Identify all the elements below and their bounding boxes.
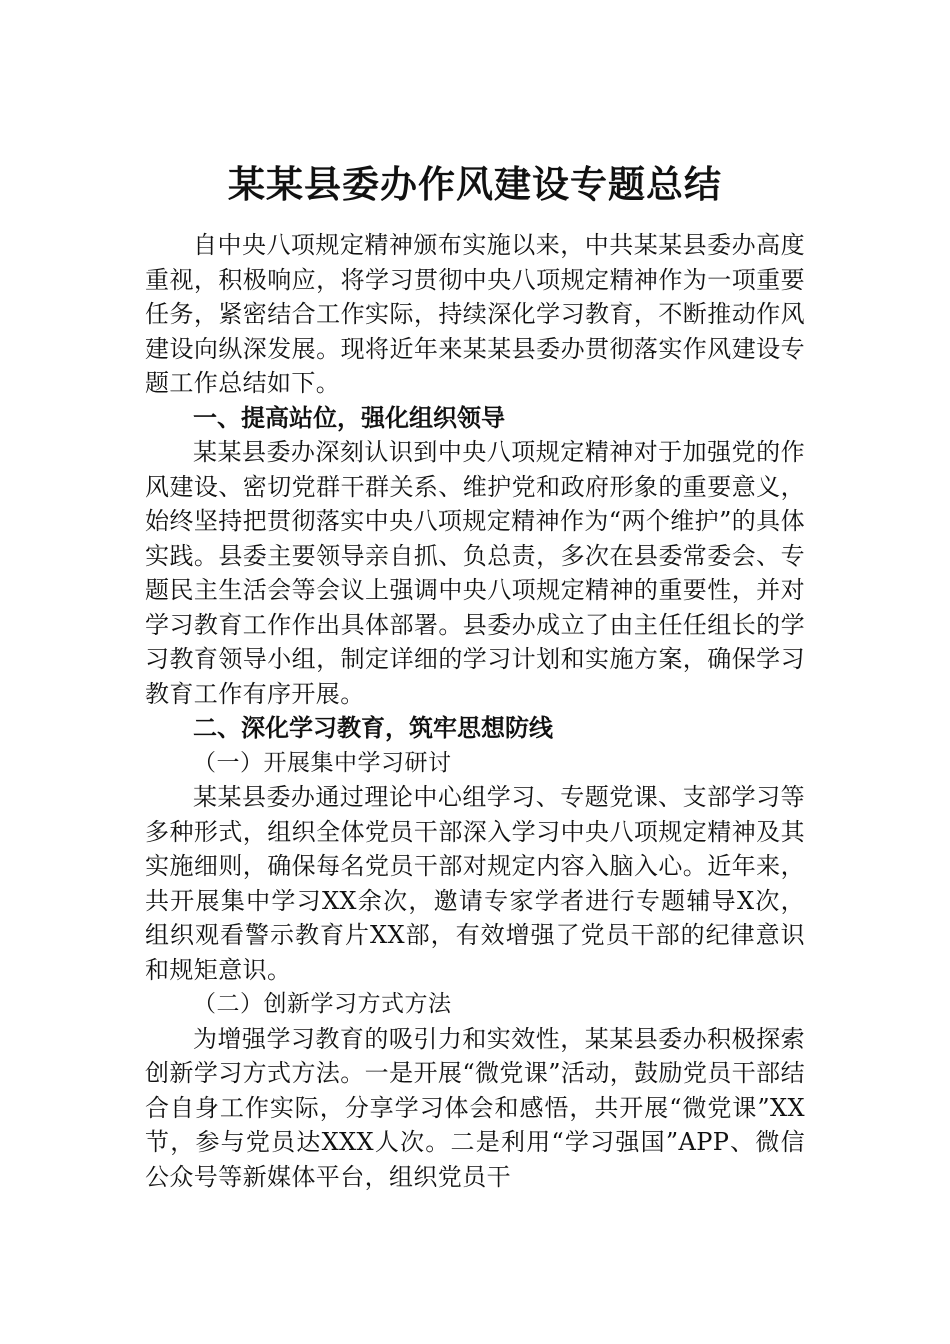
intro-paragraph: 自中央八项规定精神颁布实施以来，中共某某县委办高度重视，积极响应，将学习贯彻中央八项规定精神作为一项重要任务，紧密结合工作实际，持续深化学习教育，不断推动作风建设向纵深发展。现将近年来某某县委办贯彻落实作风建设专题工作总结如下。 bbox=[145, 231, 805, 397]
subsection-heading-2-1: （一）开展集中学习研讨 bbox=[193, 749, 452, 776]
section-1-paragraph: 某某县委办深刻认识到中央八项规定精神对于加强党的作风建设、密切党群干群关系、维护党和政府形象的重要意义，始终坚持把贯彻落实中央八项规定精神作为“两个维护”的具体实践。县委主要领导亲自抓、负总责，多次在县委常委会、专题民主生活会等会议上强调中央八项规定精神的重要性，并对学习教育工作作出具体部署。县委办成立了由主任任组长的学习教育领导小组，制定详细的学习计划和实施方案，确保学习教育工作有序开展。 bbox=[145, 438, 805, 708]
section-heading-1: 一、提高站位，强化组织领导 bbox=[193, 403, 505, 432]
document-title: 某某县委办作风建设专题总结 bbox=[228, 162, 722, 206]
subsection-2-1-paragraph: 某某县委办通过理论中心组学习、专题党课、支部学习等多种形式，组织全体党员干部深入学习中央八项规定精神及其实施细则，确保每名党员干部对规定内容入脑入心。近年来，共开展集中学习XX余次，邀请专家学者进行专题辅导X次，组织观看警示教育片XX部，有效增强了党员干部的纪律意识和规矩意识。 bbox=[145, 783, 805, 984]
subsection-2-2-paragraph: 为增强学习教育的吸引力和实效性，某某县委办积极探索创新学习方式方法。一是开展“微党课”活动，鼓励党员干部结合自身工作实际，分享学习体会和感悟，共开展“微党课”XX节，参与党员达XXX人次。二是利用“学习强国”APP、微信公众号等新媒体平台，组织党员干 bbox=[145, 1024, 805, 1191]
subsection-heading-2-2: （二）创新学习方式方法 bbox=[193, 991, 452, 1017]
section-heading-2: 二、深化学习教育，筑牢思想防线 bbox=[193, 714, 553, 742]
document-body bbox=[145, 228, 805, 1194]
